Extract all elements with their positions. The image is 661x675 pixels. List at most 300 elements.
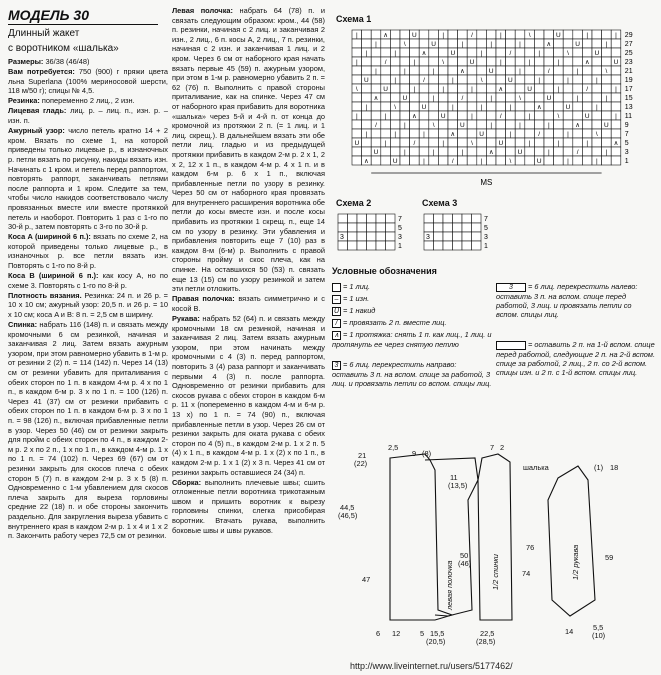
col2-paragraph bbox=[172, 314, 325, 477]
scheme-1-cell bbox=[611, 93, 621, 102]
scheme-1-cell bbox=[438, 102, 448, 111]
scheme-1-cell bbox=[525, 156, 535, 165]
scheme-1-cell bbox=[515, 111, 525, 120]
scheme3-cell bbox=[434, 241, 444, 250]
scheme-1-symbol: | bbox=[413, 86, 416, 93]
legend-text: = 1 накид bbox=[343, 306, 376, 315]
scheme-1-symbol: \ bbox=[567, 50, 569, 57]
scheme3-cell bbox=[443, 214, 453, 223]
scheme-1-cell bbox=[467, 147, 477, 156]
scheme-1-cell bbox=[410, 102, 420, 111]
subtitle-line-2: с воротником «шалька» bbox=[8, 43, 119, 54]
legend-symbol-icon: 3 bbox=[332, 361, 341, 370]
scheme-1-symbol: | bbox=[394, 131, 397, 138]
dim-21: 21 bbox=[358, 451, 367, 460]
scheme3-cell bbox=[434, 232, 444, 241]
scheme3-row-number: 5 bbox=[484, 225, 488, 232]
scheme-1-cell bbox=[544, 57, 554, 66]
col1-paragraph bbox=[8, 96, 168, 106]
dim-50: 50 bbox=[460, 551, 469, 560]
scheme-1-symbol: \ bbox=[557, 113, 560, 120]
scheme-1-cell bbox=[381, 156, 391, 165]
scheme-1-cell bbox=[419, 57, 429, 66]
scheme-1-cell bbox=[410, 93, 420, 102]
dim-28-5: (28,5) bbox=[476, 637, 496, 646]
scheme-1-symbol: / bbox=[538, 131, 541, 138]
scheme-1-cell bbox=[592, 111, 602, 120]
scheme-1-cell bbox=[458, 111, 468, 120]
scheme-1-symbol: | bbox=[442, 86, 445, 93]
col1-paragraph bbox=[8, 291, 168, 320]
scheme-1-cell bbox=[362, 93, 372, 102]
scheme-1-cell bbox=[400, 48, 410, 57]
scheme-1-cell bbox=[477, 39, 487, 48]
scheme-1-symbol: ∧ bbox=[536, 104, 542, 111]
sleeve-piece-label: 1/2 рукава bbox=[571, 544, 580, 580]
scheme-1-cell bbox=[515, 57, 525, 66]
scheme-1-symbol: ∧ bbox=[364, 158, 369, 165]
scheme-1-cell bbox=[371, 57, 381, 66]
scheme-1-cell bbox=[506, 84, 516, 93]
scheme-1-cell bbox=[582, 102, 592, 111]
scheme-1-symbol: U bbox=[450, 50, 456, 57]
scheme-1-cell bbox=[544, 48, 554, 57]
legend-item bbox=[332, 360, 492, 388]
scheme-1-cell bbox=[448, 120, 458, 129]
scheme-1-cell bbox=[448, 147, 458, 156]
scheme-1-symbol: U bbox=[508, 77, 513, 84]
scheme-1-cell bbox=[429, 156, 439, 165]
scheme-1-cell bbox=[390, 111, 400, 120]
scheme-1-cell bbox=[573, 57, 583, 66]
scheme-1-symbol: | bbox=[567, 77, 569, 84]
scheme-1-cell bbox=[371, 102, 381, 111]
scheme-1-cell bbox=[419, 66, 429, 75]
scheme-1-symbol: U bbox=[488, 68, 494, 75]
text-column-1 bbox=[8, 6, 168, 541]
scheme-1-cell bbox=[563, 84, 573, 93]
legend-symbol-icon: – bbox=[332, 295, 341, 304]
scheme-1-cell bbox=[506, 66, 516, 75]
scheme-1-cell bbox=[506, 138, 516, 147]
scheme-1-cell bbox=[381, 66, 391, 75]
scheme-1-cell bbox=[515, 156, 525, 165]
scheme-1-symbol: | bbox=[576, 68, 579, 75]
scheme-1-symbol: U bbox=[440, 113, 446, 120]
scheme-1-symbol: | bbox=[432, 149, 435, 156]
scheme2-cell bbox=[386, 214, 396, 223]
scheme2-row-number: 7 bbox=[398, 216, 402, 223]
scheme-1-symbol: | bbox=[567, 131, 569, 138]
instructions-column-2 bbox=[172, 6, 325, 535]
scheme-1-symbol: \ bbox=[442, 59, 445, 66]
scheme-1-cell bbox=[477, 57, 487, 66]
scheme-1-cell bbox=[419, 147, 429, 156]
scheme-1-cell bbox=[534, 138, 544, 147]
scheme-1-cell bbox=[573, 156, 583, 165]
col1-paragraph bbox=[8, 106, 168, 125]
scheme-1-cell bbox=[486, 102, 496, 111]
legend-symbol-icon: / bbox=[332, 319, 341, 328]
scheme-1-cell bbox=[467, 66, 477, 75]
scheme-1-cell bbox=[429, 102, 439, 111]
scheme-1-cell bbox=[419, 138, 429, 147]
scheme-1-cell bbox=[371, 30, 381, 39]
scheme-1-cell bbox=[573, 111, 583, 120]
scheme-1-cell bbox=[371, 48, 381, 57]
scheme-1-cell bbox=[458, 129, 468, 138]
scheme2-cell bbox=[348, 214, 358, 223]
scheme-1-cell bbox=[611, 102, 621, 111]
dim-20-5: (20,5) bbox=[426, 637, 446, 646]
scheme-1-cell bbox=[410, 48, 420, 57]
scheme-1-symbol: | bbox=[384, 140, 387, 147]
scheme-1-cell bbox=[534, 57, 544, 66]
scheme-1-symbol: \ bbox=[605, 68, 608, 75]
scheme-1-cell bbox=[419, 39, 429, 48]
scheme-1-symbol: \ bbox=[355, 86, 358, 93]
scheme-1-symbol: U bbox=[594, 50, 600, 57]
scheme-1-symbol: | bbox=[595, 104, 598, 111]
scheme-1-cell bbox=[525, 66, 535, 75]
scheme-1-symbol: | bbox=[528, 113, 531, 120]
scheme-1-cell bbox=[410, 129, 420, 138]
scheme3-cell bbox=[472, 214, 482, 223]
scheme-1-symbol: | bbox=[423, 131, 425, 138]
scheme-1-cell bbox=[496, 147, 506, 156]
instructions-column-1 bbox=[8, 57, 168, 541]
scheme-1-cell bbox=[534, 111, 544, 120]
scheme-1-symbol: ∧ bbox=[546, 41, 552, 48]
scheme-1-symbol: | bbox=[403, 149, 406, 156]
scheme-1-symbol: \ bbox=[528, 32, 531, 39]
scheme-1-symbol: | bbox=[547, 122, 550, 129]
scheme-1-cell bbox=[592, 93, 602, 102]
scheme-1-cell bbox=[544, 156, 554, 165]
col1-lead: Плотность вязания. bbox=[8, 290, 82, 300]
scheme-1-symbol: / bbox=[509, 50, 512, 57]
scheme2-cell bbox=[376, 241, 386, 250]
scheme-1-cell bbox=[381, 129, 391, 138]
scheme-1-symbol: | bbox=[490, 95, 493, 102]
scheme-1-symbol: | bbox=[615, 86, 617, 93]
scheme-1-cell bbox=[563, 57, 573, 66]
scheme-1-cell bbox=[611, 75, 621, 84]
legend-symbol-icon: ∧ bbox=[333, 331, 340, 339]
scheme-1-symbol: U bbox=[354, 140, 360, 147]
scheme-1-cell bbox=[362, 30, 372, 39]
scheme-1-cell bbox=[496, 156, 506, 165]
col2-body: выполнить плечевые швы; сшить отложенные петли воротника трикотажным швом и пришить воротник к вырезу горловины спинки, слегка присобирая воротник. Втачать рукава, выполнить боковые швы и швы рукавов. bbox=[172, 477, 325, 535]
scheme-1-symbol: | bbox=[509, 104, 512, 111]
dim-22-5: 22,5 bbox=[480, 629, 495, 638]
scheme-1-cell bbox=[352, 129, 362, 138]
scheme-1-cell bbox=[544, 84, 554, 93]
scheme-1-symbol: U bbox=[373, 149, 379, 156]
scheme-1-cell bbox=[554, 147, 564, 156]
scheme-1-cell bbox=[486, 75, 496, 84]
scheme-1-symbol: U bbox=[469, 59, 475, 66]
scheme-1-symbol: | bbox=[442, 32, 445, 39]
scheme2-cell bbox=[376, 223, 386, 232]
scheme2-cell bbox=[348, 223, 358, 232]
scheme-1-cell bbox=[410, 39, 420, 48]
scheme-1-cell bbox=[496, 48, 506, 57]
scheme-1-cell bbox=[515, 129, 525, 138]
scheme-1-cell bbox=[554, 48, 564, 57]
scheme-1-symbol: | bbox=[461, 41, 464, 48]
scheme-1-cell bbox=[592, 138, 602, 147]
scheme-1-cell bbox=[362, 138, 372, 147]
scheme-1-row-number: 13 bbox=[624, 104, 633, 111]
scheme-1-symbol: ∧ bbox=[373, 95, 379, 102]
scheme-1-cell bbox=[400, 156, 410, 165]
scheme2-cell bbox=[357, 214, 367, 223]
scheme3-cell bbox=[472, 241, 482, 250]
scheme-1-symbol: U bbox=[421, 104, 427, 111]
scheme-1-symbol: U bbox=[402, 95, 408, 102]
scheme-1-cell bbox=[390, 30, 400, 39]
dim-15-5: 15,5 bbox=[430, 629, 445, 638]
scheme-1-cell bbox=[592, 57, 602, 66]
scheme-1-cell bbox=[448, 30, 458, 39]
scheme-1-row-number: 17 bbox=[624, 86, 633, 93]
scheme-1-symbol: | bbox=[605, 95, 608, 102]
scheme3-cell bbox=[472, 223, 482, 232]
scheme-1-symbol: | bbox=[586, 140, 589, 147]
col1-paragraph bbox=[8, 271, 168, 290]
scheme-1-cell bbox=[352, 156, 362, 165]
scheme2-row-number: 3 bbox=[398, 234, 402, 241]
scheme-1-cell bbox=[506, 120, 516, 129]
scheme-1-symbol: U bbox=[412, 32, 417, 39]
scheme-1-cell bbox=[582, 39, 592, 48]
scheme-1-cell bbox=[458, 102, 468, 111]
scheme3-cell bbox=[453, 214, 463, 223]
scheme-1-symbol: U bbox=[431, 41, 436, 48]
scheme-1-symbol: ∧ bbox=[613, 140, 619, 147]
scheme-1-row-number: 29 bbox=[624, 32, 633, 39]
scheme-1-cell bbox=[525, 120, 535, 129]
scheme-1-cell bbox=[573, 30, 583, 39]
scheme-1-cell bbox=[582, 75, 592, 84]
scheme-1-symbol: \ bbox=[519, 95, 521, 102]
dim-22: (22) bbox=[354, 459, 368, 468]
scheme-1-cell bbox=[362, 57, 372, 66]
scheme-1-symbol: | bbox=[365, 104, 368, 111]
scheme-1-symbol: U bbox=[364, 77, 369, 84]
scheme-1-cell bbox=[362, 39, 372, 48]
scheme-1-symbol: | bbox=[384, 113, 387, 120]
scheme-1-symbol: | bbox=[490, 122, 493, 129]
dim-12: 12 bbox=[392, 629, 401, 638]
legend-item bbox=[496, 282, 656, 320]
col2-lead: Сборка: bbox=[172, 477, 202, 487]
scheme-1-cell bbox=[611, 66, 621, 75]
legend-text: = 1 протяжка: снять 1 п. как лиц., 1 лиц. и протянуть ее через снятую петлю bbox=[332, 330, 492, 349]
legend-text: = 6 лиц. перекрестить налево: оставить 3 п. на вспом. спице перед работой, 3 лиц. и провязать петли со вспом. спицы лиц. bbox=[496, 282, 638, 320]
scheme-1-cell bbox=[390, 39, 400, 48]
scheme-1-symbol: | bbox=[375, 41, 377, 48]
scheme-1-cell bbox=[467, 120, 477, 129]
col1-lead: Резинка: bbox=[8, 96, 40, 106]
dim-9: 9 bbox=[412, 449, 417, 458]
scheme-1-cell bbox=[458, 138, 468, 147]
scheme-1-cell bbox=[611, 39, 621, 48]
scheme-1-cell bbox=[602, 75, 612, 84]
front-piece-label: левая полочка bbox=[445, 560, 454, 610]
scheme-1-cell bbox=[611, 147, 621, 156]
scheme-1-cell bbox=[486, 48, 496, 57]
scheme-1-row-number: 3 bbox=[624, 149, 629, 156]
scheme-1-cell bbox=[371, 84, 381, 93]
scheme-1-symbol: | bbox=[519, 41, 521, 48]
scheme-1-cell bbox=[458, 57, 468, 66]
scheme-1-cell bbox=[496, 129, 506, 138]
scheme-2-label: Схема 2 bbox=[336, 198, 372, 208]
scheme-1-cell bbox=[544, 75, 554, 84]
scheme-1-symbol: ∧ bbox=[575, 122, 580, 129]
scheme-1-symbol: | bbox=[423, 158, 425, 165]
scheme2-cell bbox=[367, 241, 377, 250]
scheme-1-cell bbox=[429, 138, 439, 147]
dim-2: 2 bbox=[500, 443, 505, 452]
scheme-1-symbol: U bbox=[527, 86, 532, 93]
dim-76: 76 bbox=[526, 543, 535, 552]
col1-body: набрать 116 (148) п. и связать между кромочными 6 см резинкой, начиная и заканчивая 2 лиц. Затем вязать ажурным узором, при этом равномерно убавить в 1-м р. от резинки 2 (2) п. = 114 (142) п. Через 14 (13) см от резинки убавить для приталивания с обеих сторон по 1 п. в каждом 4-м р. 4 х по 1 п., в каждом 6-м р. 3 х по 1 п. = 100 (126) п. Через 41 (37) см от резинки прибавить с обеих сторон по 1 п. в каждом 6-м р. 3 х по 1 п. = 98 (126) п., включая прибавленные петли в узор. Через 50 (46) см от резинки закрыть для пройм с обеих сторон по 4 п., в каждом 2-м р. 2 х по 2 п., 1 х по 1 п., в каждом 4-м р. 1 х по 1 п. = 74 (102) п. Через 69 (67) см от резинки закрыть для скосов плеча с обеих сторон 5 (7) п. в каждом 2-м р. 3 х 5 (8) п. Одновременно с 1-м убавлением для скосов плеча закрыть для выреза горловины средние 22 (18) п. и обе стороны закончить раздельно. Для закругления выреза убавить с внутреннего края в каждом 2-м р. 1 х 4 и 1 х 2 п. Закончить работу через 72,5 см от резинки. bbox=[8, 320, 168, 541]
scheme-1-symbol: / bbox=[451, 158, 454, 165]
scheme2-cell bbox=[386, 223, 396, 232]
scheme-1-cell bbox=[515, 84, 525, 93]
col1-body: лиц. р. – лиц. п., изн. р. – изн. п. bbox=[8, 106, 168, 126]
scheme-1-symbol: | bbox=[615, 113, 617, 120]
col1-body: число петель кратно 14 + 2 кром. Вязать по схеме 1, на которой приведены только лицевые р., в изнаночных р. петли вязать по рисунку, накиды вязать изн. Начинать с 1 кром. и петель перед раппортом, повторять раппорт, заканчивать петлями после раппорта и 1 кром. Следите за тем, чтобы число накидов соответствовало числу провязанных вместе или вместе протяжкой петель и наоборот. Повторить 1 раз с 1-го по 30-й р., затем повторять с 3-го по 30-й р. bbox=[8, 126, 168, 232]
scheme-1-cell bbox=[381, 147, 391, 156]
scheme-1-cell bbox=[582, 156, 592, 165]
scheme-1-symbol: U bbox=[565, 104, 571, 111]
scheme-1-cell bbox=[582, 129, 592, 138]
col2-lead: Правая полочка: bbox=[172, 294, 235, 304]
col1-body: Резинка: 24 п. и 26 р. = 10 х 10 см; ажурный узор: 20,5 п. и 26 р. = 10 х 10 см; коса A и B: 8 п. = 2,5 см в ширину. bbox=[8, 290, 168, 319]
scheme3-cell bbox=[462, 232, 472, 241]
scheme-1-cell bbox=[515, 30, 525, 39]
scheme-1-cell bbox=[582, 147, 592, 156]
scheme-1-symbol: | bbox=[394, 77, 397, 84]
scheme-1-cell bbox=[592, 39, 602, 48]
scheme-1-cell bbox=[458, 84, 468, 93]
col2-lead: Рукава: bbox=[172, 314, 200, 323]
back-piece-label: 1/2 спинки bbox=[491, 554, 500, 590]
dim-14: 14 bbox=[565, 627, 574, 636]
scheme-1-symbol: | bbox=[528, 140, 531, 147]
col2-lead: Левая полочка: bbox=[172, 6, 233, 15]
legend-text: = 6 лиц. перекрестить направо: оставить 3 п. на вспом. спице за работой, 3 лиц. и провязать петли со вспом. спицы лиц. bbox=[332, 360, 492, 388]
scheme-1-cell bbox=[582, 66, 592, 75]
col2-paragraph bbox=[172, 6, 325, 294]
scheme-1-cell bbox=[429, 129, 439, 138]
scheme-1-cell bbox=[400, 102, 410, 111]
scheme-1-cell bbox=[458, 48, 468, 57]
scheme-1-cell bbox=[410, 147, 420, 156]
scheme-1-cell bbox=[410, 75, 420, 84]
back-outline bbox=[390, 454, 452, 620]
col1-body: попеременно 2 лиц., 2 изн. bbox=[39, 96, 135, 106]
scheme-1-cell bbox=[515, 75, 525, 84]
scheme-3-label: Схема 3 bbox=[422, 198, 458, 208]
scheme-1-cell bbox=[506, 111, 516, 120]
scheme2-cell bbox=[348, 232, 358, 241]
scheme-1-cell bbox=[419, 93, 429, 102]
scheme-1-cell bbox=[486, 138, 496, 147]
scheme-1-symbol: / bbox=[461, 95, 464, 102]
scheme-1-cell bbox=[592, 84, 602, 93]
scheme-1-row-number: 19 bbox=[624, 77, 633, 84]
scheme-1-symbol: | bbox=[615, 32, 617, 39]
col2-paragraph bbox=[172, 478, 325, 536]
scheme-1-cell bbox=[390, 84, 400, 93]
dim-47: 47 bbox=[362, 575, 371, 584]
scheme-1-cell bbox=[438, 156, 448, 165]
col1-body: 750 (900) г пряжи цвета льна Superlana (100% мериносовой шерсти, 118 м/50 г); спицы № 4,5. bbox=[8, 67, 168, 96]
scheme-1-symbol: | bbox=[432, 95, 435, 102]
scheme2-cell bbox=[348, 241, 358, 250]
scheme-1-cell bbox=[429, 48, 439, 57]
scheme-1-cell bbox=[506, 93, 516, 102]
scheme-1-symbol: U bbox=[479, 131, 484, 138]
scheme-1-cell bbox=[477, 93, 487, 102]
scheme-1-symbol: U bbox=[604, 122, 609, 129]
legend-symbol-icon: U bbox=[333, 307, 340, 315]
scheme-1-symbol: | bbox=[595, 77, 598, 84]
scheme2-cell bbox=[367, 232, 377, 241]
scheme-1-symbol: | bbox=[567, 158, 569, 165]
scheme2-cell bbox=[376, 232, 386, 241]
scheme3-cell bbox=[453, 223, 463, 232]
scheme3-cell bbox=[424, 214, 434, 223]
scheme-1-cell bbox=[515, 48, 525, 57]
legend-item bbox=[332, 294, 492, 304]
scheme-1-cell bbox=[486, 111, 496, 120]
col1-paragraph bbox=[8, 57, 168, 67]
legend-text: = 1 изн. bbox=[343, 294, 370, 303]
legend-item bbox=[332, 318, 492, 328]
scheme-1-cell bbox=[582, 48, 592, 57]
scheme-1-cell bbox=[371, 129, 381, 138]
scheme-1-cell bbox=[534, 147, 544, 156]
scheme-1-cell bbox=[611, 48, 621, 57]
scheme-1-cell bbox=[429, 75, 439, 84]
scheme-1-cell bbox=[602, 48, 612, 57]
dim-10: (10) bbox=[592, 631, 606, 640]
scheme-1-cell bbox=[554, 156, 564, 165]
dim-46: (46) bbox=[458, 559, 472, 568]
scheme-1-cell bbox=[582, 120, 592, 129]
scheme-1-symbol: / bbox=[547, 68, 550, 75]
scheme-1-cell bbox=[486, 57, 496, 66]
scheme3-cross-symbol: 3 bbox=[426, 234, 430, 241]
scheme3-cell bbox=[472, 232, 482, 241]
scheme-1-row-number: 7 bbox=[624, 131, 629, 138]
scheme-1-row-number: 5 bbox=[624, 140, 629, 147]
scheme-1-cell bbox=[381, 48, 391, 57]
watermark-url: http://www.liveinternet.ru/users/5177462/ bbox=[350, 661, 513, 671]
col1-body: 36/38 (46/48) bbox=[43, 57, 90, 66]
scheme-1-cell bbox=[448, 138, 458, 147]
scheme-1-cell bbox=[515, 138, 525, 147]
repeat-label: MS bbox=[480, 178, 493, 187]
scheme-1-cell bbox=[544, 129, 554, 138]
scheme-1-cell bbox=[486, 84, 496, 93]
